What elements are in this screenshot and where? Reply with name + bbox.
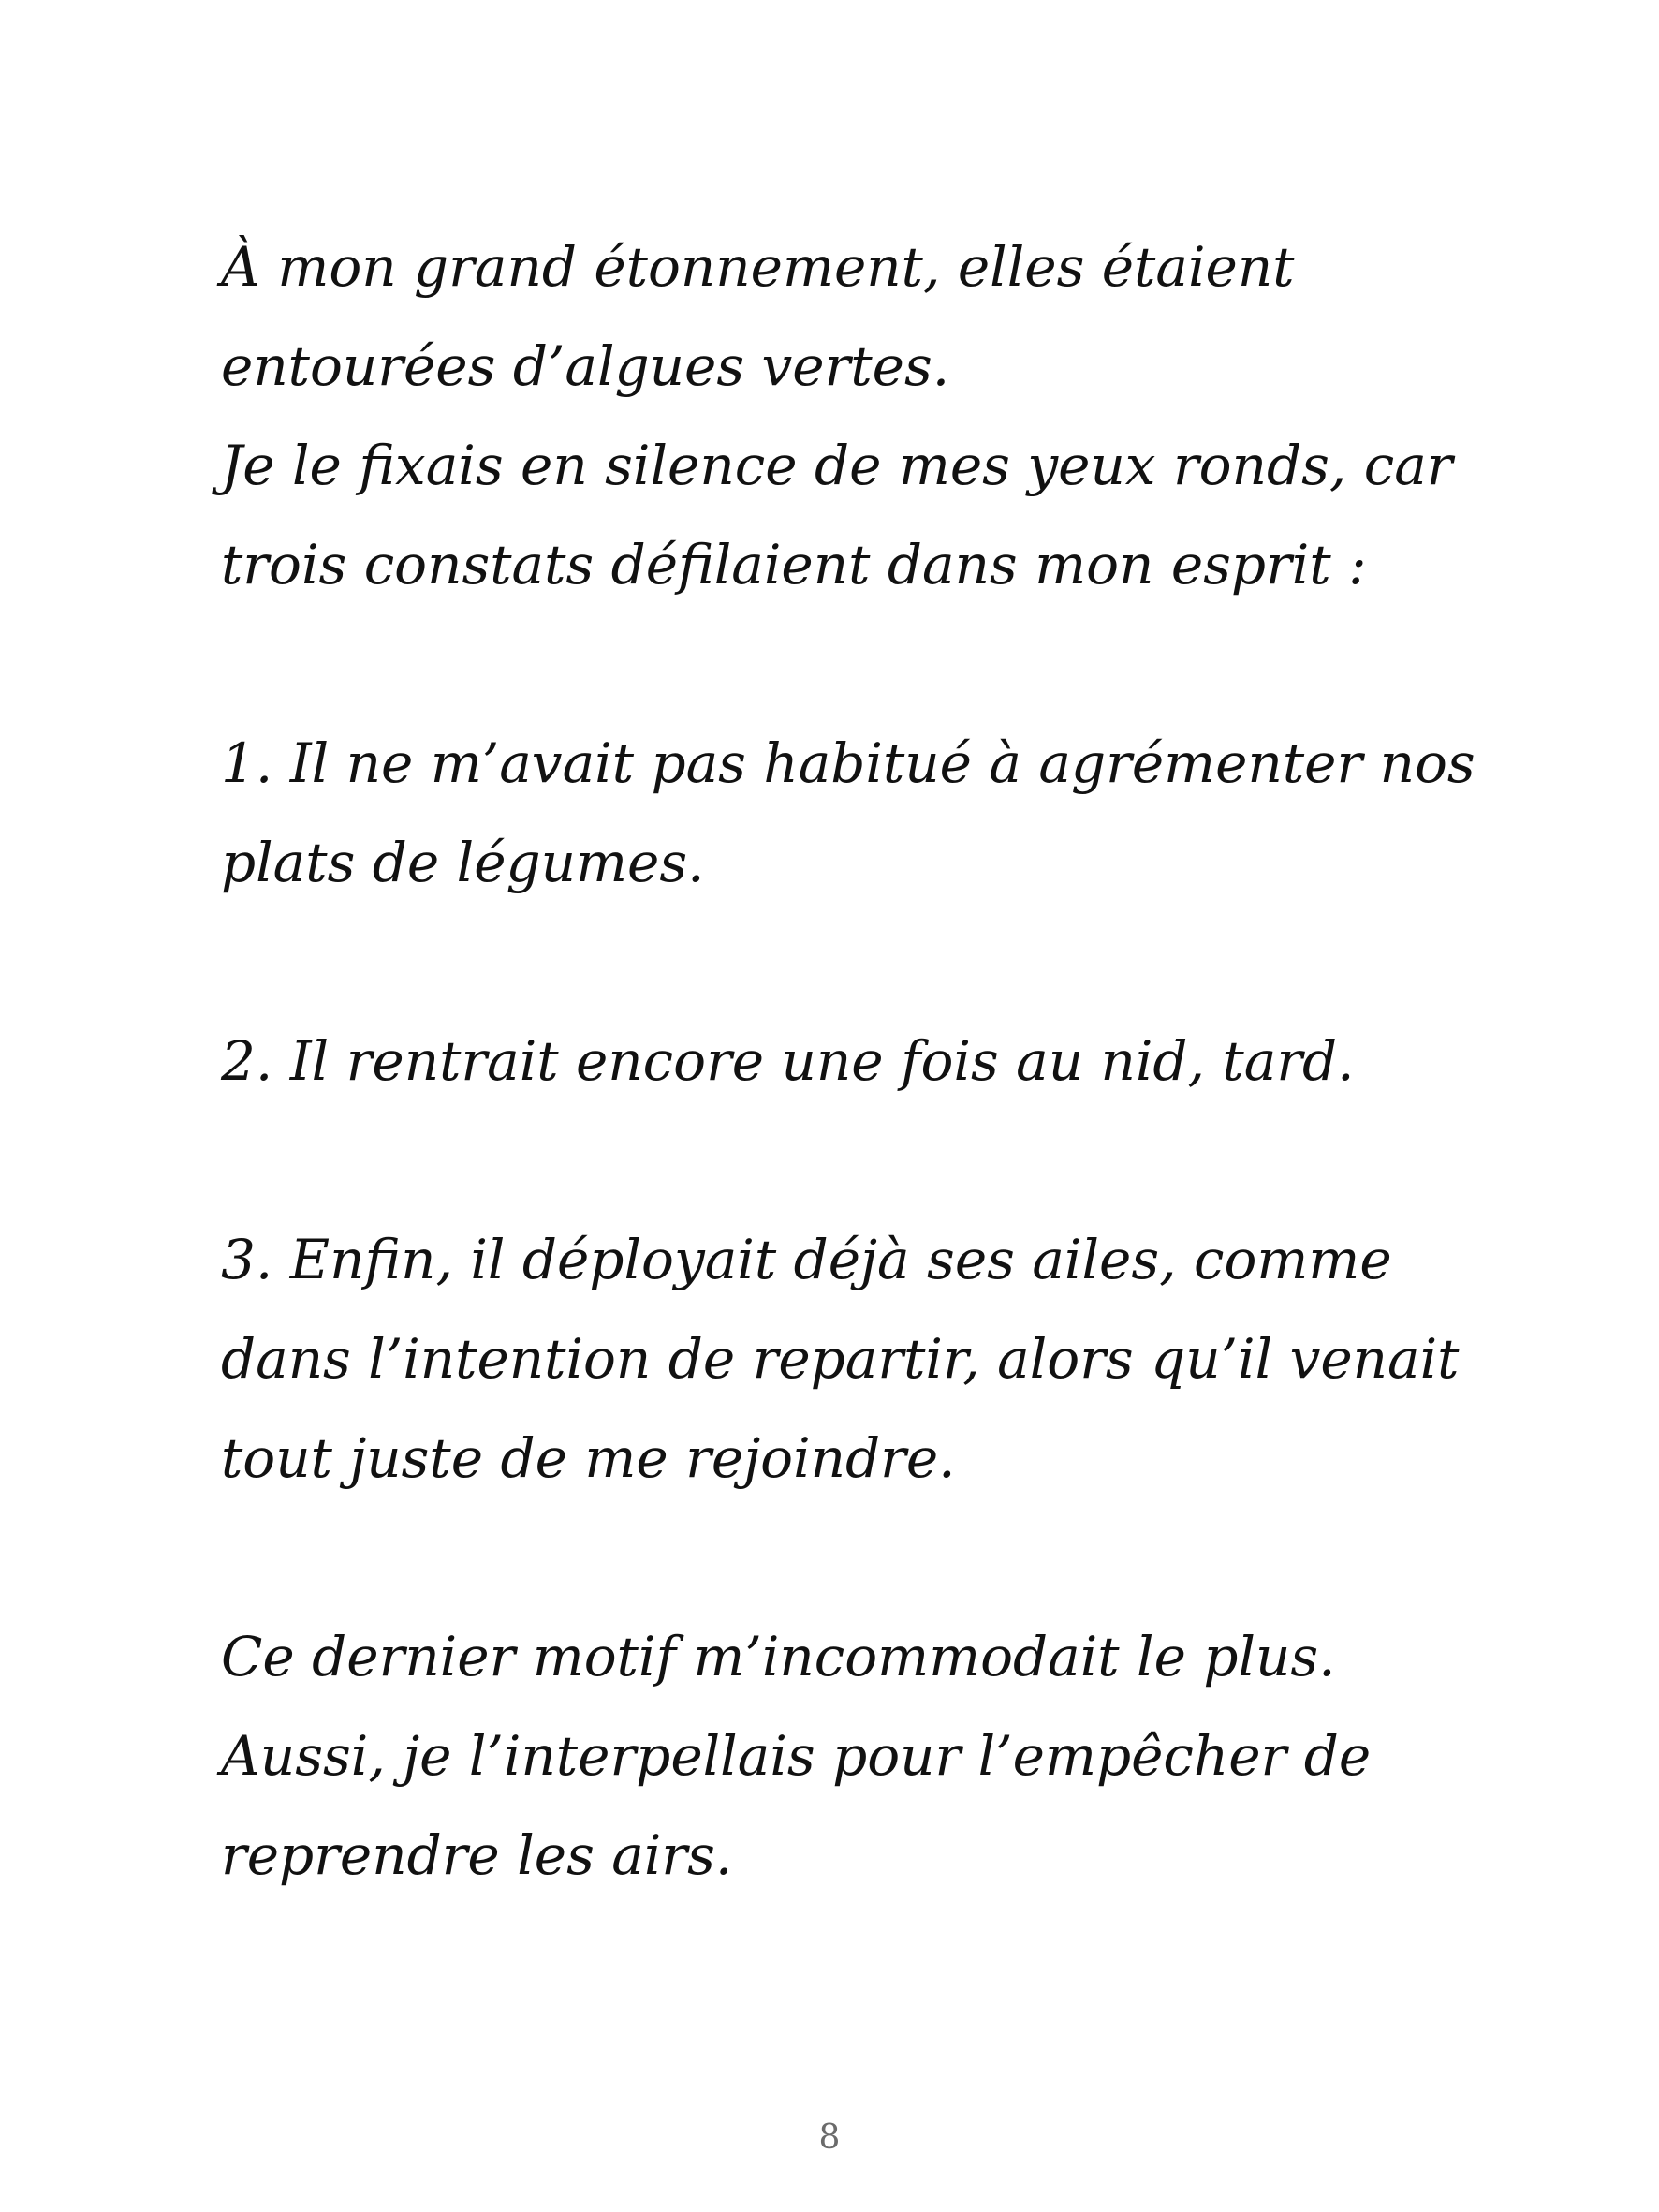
paragraph-spacer [221,1111,1466,1210]
page-number: 8 [818,2118,841,2157]
paragraph-intro [221,217,1466,614]
text-line: À mon grand étonnement, elles étaient [221,235,1295,299]
list-item-3 [221,1210,1466,1508]
text-line: Je le fixais en silence de mes yeux ronds, car [221,434,1453,497]
text-line: tout juste de me rejoindre. [221,1426,956,1490]
text-line: dans l’intention de repartir, alors qu’il venait [221,1327,1460,1391]
text-line: trois constats défilaient dans mon esprit : [221,533,1367,597]
paragraph-spacer [221,1508,1466,1607]
text-line: reprendre les airs. [221,1823,733,1887]
text-line: plats de légumes. [221,831,705,894]
text-line: Ce dernier motif m’incommodait le plus. [221,1625,1336,1688]
paragraph-spacer [221,912,1466,1011]
text-line: Aussi, je l’interpellais pour l’empêcher de [221,1724,1372,1788]
text-line: 3. Enfin, il déployait déjà ses ailes, comme [221,1228,1392,1291]
text-line: 2. Il rentrait encore une fois au nid, tard. [221,1029,1355,1093]
text-line: entourées d’algues vertes. [221,334,950,398]
paragraph-spacer [221,614,1466,714]
text-line: 1. Il ne m’avait pas habitué à agrémenter nos [221,731,1475,795]
list-item-2 [221,1011,1466,1111]
body-text [221,217,1475,1905]
list-item-1 [221,714,1475,912]
paragraph-closing [221,1607,1466,1905]
